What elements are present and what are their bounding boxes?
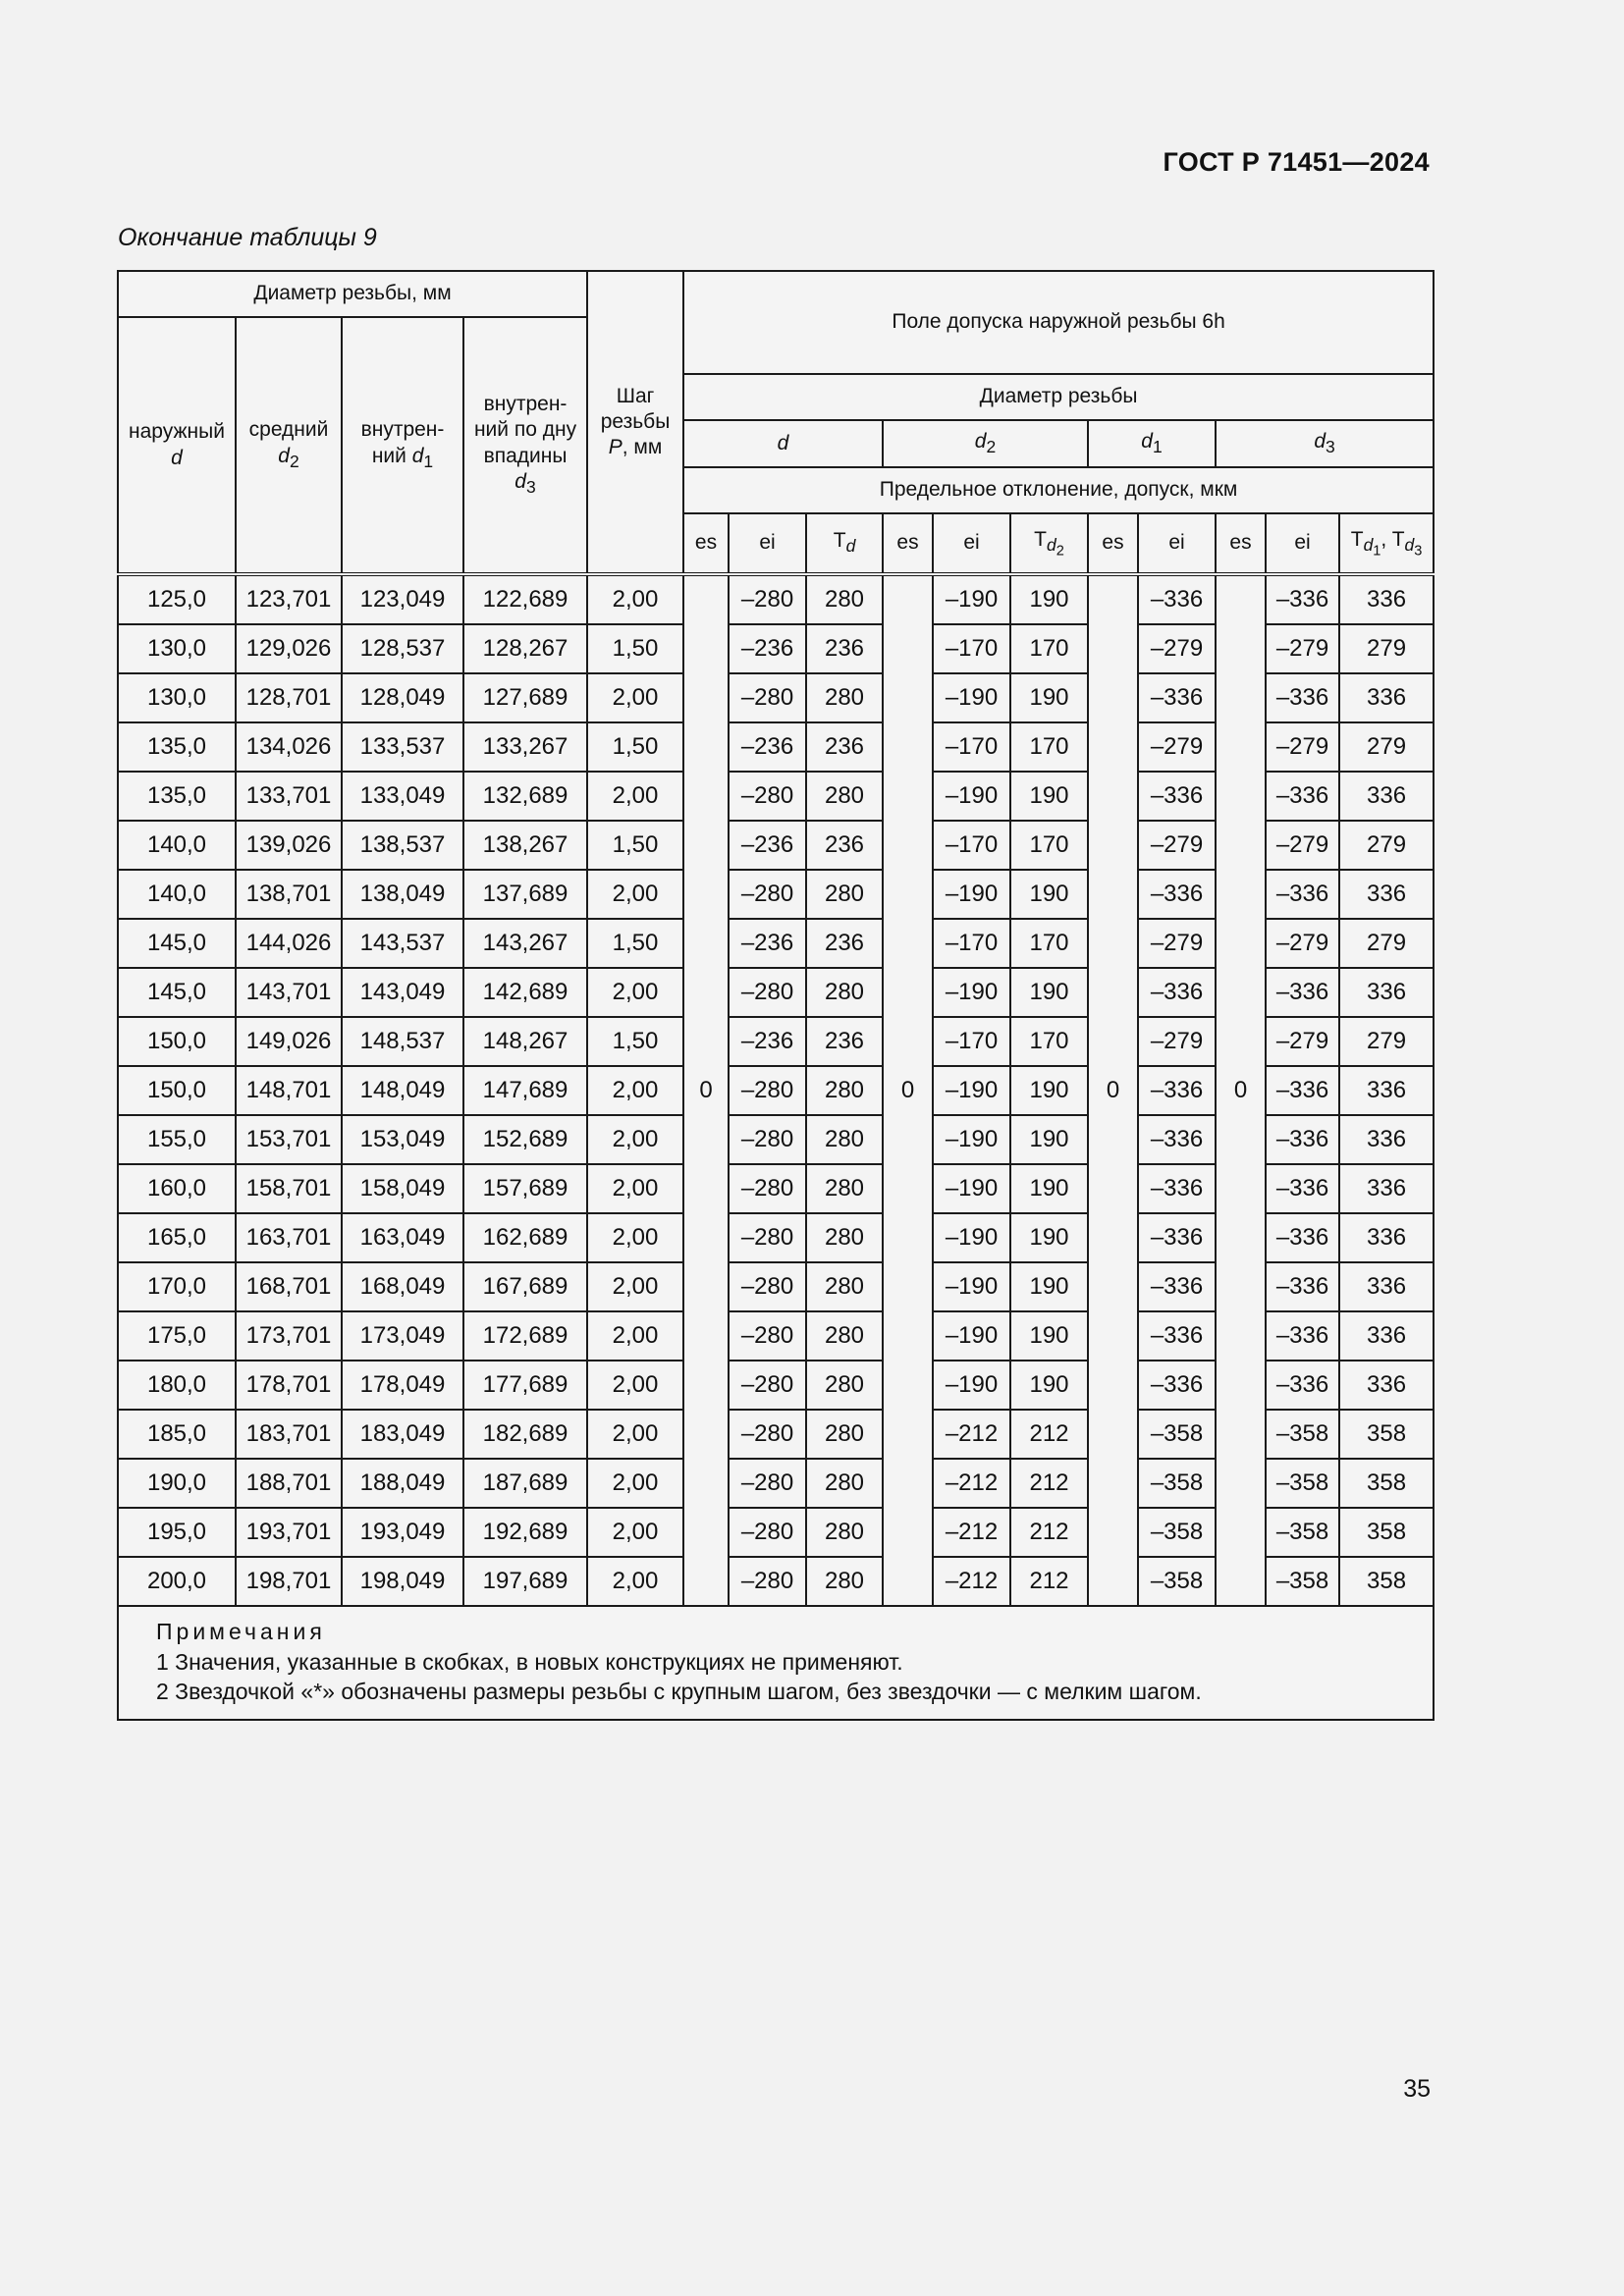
cell-pitch-d2: 173,701 bbox=[236, 1311, 342, 1361]
cell-ei-d: –280 bbox=[729, 870, 806, 919]
cell-td: 280 bbox=[806, 968, 883, 1017]
cell-root-d3: 167,689 bbox=[463, 1262, 587, 1311]
cell-ei-d2: –190 bbox=[933, 1361, 1010, 1410]
cell-pitch: 2,00 bbox=[587, 1164, 683, 1213]
cell-outer-d: 150,0 bbox=[118, 1066, 236, 1115]
cell-ei-d2: –170 bbox=[933, 624, 1010, 673]
cell-pitch: 2,00 bbox=[587, 1459, 683, 1508]
cell-ei-d2: –190 bbox=[933, 1213, 1010, 1262]
cell-ei-d1: –336 bbox=[1138, 1115, 1216, 1164]
zero-es-d: 0 bbox=[683, 574, 729, 1606]
cell-pitch-d2: 139,026 bbox=[236, 821, 342, 870]
cell-td: 280 bbox=[806, 1410, 883, 1459]
cell-td1-td3: 336 bbox=[1339, 1066, 1434, 1115]
cell-outer-d: 125,0 bbox=[118, 574, 236, 624]
cell-ei-d2: –190 bbox=[933, 772, 1010, 821]
cell-td2: 190 bbox=[1010, 870, 1088, 919]
cell-root-d3: 152,689 bbox=[463, 1115, 587, 1164]
cell-pitch-d2: 148,701 bbox=[236, 1066, 342, 1115]
header-td1-td3: $T_{d_1}$, $T_{d_3}$ bbox=[1339, 513, 1434, 574]
cell-pitch-d2: 128,701 bbox=[236, 673, 342, 722]
header-ei-d1: ei bbox=[1138, 513, 1216, 574]
cell-pitch-d2: 149,026 bbox=[236, 1017, 342, 1066]
cell-ei-d2: –212 bbox=[933, 1410, 1010, 1459]
cell-ei-d2: –190 bbox=[933, 1262, 1010, 1311]
cell-ei-d3: –279 bbox=[1266, 821, 1339, 870]
cell-pitch: 2,00 bbox=[587, 673, 683, 722]
cell-pitch-d2: 168,701 bbox=[236, 1262, 342, 1311]
cell-inner-d1: 128,049 bbox=[342, 673, 463, 722]
cell-outer-d: 200,0 bbox=[118, 1557, 236, 1606]
header-ei-d: ei bbox=[729, 513, 806, 574]
cell-td1-td3: 279 bbox=[1339, 624, 1434, 673]
header-ei-d3: ei bbox=[1266, 513, 1339, 574]
cell-ei-d2: –212 bbox=[933, 1557, 1010, 1606]
cell-pitch: 2,00 bbox=[587, 1410, 683, 1459]
zero-es-d2: 0 bbox=[883, 574, 933, 1606]
cell-outer-d: 130,0 bbox=[118, 673, 236, 722]
cell-ei-d3: –336 bbox=[1266, 574, 1339, 624]
cell-ei-d3: –279 bbox=[1266, 722, 1339, 772]
cell-td1-td3: 279 bbox=[1339, 919, 1434, 968]
cell-td: 280 bbox=[806, 1361, 883, 1410]
cell-td2: 170 bbox=[1010, 821, 1088, 870]
cell-ei-d3: –336 bbox=[1266, 968, 1339, 1017]
cell-root-d3: 182,689 bbox=[463, 1410, 587, 1459]
cell-td2: 190 bbox=[1010, 1311, 1088, 1361]
cell-pitch: 2,00 bbox=[587, 1508, 683, 1557]
cell-ei-d: –236 bbox=[729, 722, 806, 772]
cell-td2: 212 bbox=[1010, 1410, 1088, 1459]
cell-ei-d: –280 bbox=[729, 1115, 806, 1164]
cell-td2: 190 bbox=[1010, 772, 1088, 821]
cell-td1-td3: 336 bbox=[1339, 1311, 1434, 1361]
cell-td: 280 bbox=[806, 1459, 883, 1508]
cell-root-d3: 148,267 bbox=[463, 1017, 587, 1066]
cell-td2: 190 bbox=[1010, 1262, 1088, 1311]
cell-inner-d1: 148,537 bbox=[342, 1017, 463, 1066]
notes-title: Примечания bbox=[156, 1619, 326, 1644]
cell-ei-d: –280 bbox=[729, 1262, 806, 1311]
cell-ei-d: –236 bbox=[729, 821, 806, 870]
note-item: 1 Значения, указанные в скобках, в новых конструкциях не применяют. bbox=[156, 1648, 903, 1675]
cell-ei-d: –280 bbox=[729, 1361, 806, 1410]
cell-outer-d: 135,0 bbox=[118, 772, 236, 821]
cell-ei-d3: –336 bbox=[1266, 870, 1339, 919]
cell-outer-d: 130,0 bbox=[118, 624, 236, 673]
note-item: 2 Звездочкой «*» обозначены размеры резьбы с крупным шагом, без звездочки — с мелким шагом. bbox=[156, 1679, 1202, 1705]
cell-ei-d3: –358 bbox=[1266, 1557, 1339, 1606]
cell-outer-d: 195,0 bbox=[118, 1508, 236, 1557]
cell-td2: 170 bbox=[1010, 624, 1088, 673]
cell-td2: 190 bbox=[1010, 1115, 1088, 1164]
cell-ei-d1: –336 bbox=[1138, 673, 1216, 722]
header-sub-d1: $d_1$ bbox=[1088, 420, 1216, 467]
cell-td1-td3: 336 bbox=[1339, 1361, 1434, 1410]
cell-ei-d1: –336 bbox=[1138, 870, 1216, 919]
header-sub-d2: $d_2$ bbox=[883, 420, 1088, 467]
cell-ei-d: –280 bbox=[729, 1311, 806, 1361]
cell-td: 280 bbox=[806, 870, 883, 919]
cell-ei-d1: –358 bbox=[1138, 1459, 1216, 1508]
cell-outer-d: 165,0 bbox=[118, 1213, 236, 1262]
cell-inner-d1: 123,049 bbox=[342, 574, 463, 624]
cell-pitch-d2: 138,701 bbox=[236, 870, 342, 919]
cell-inner-d1: 168,049 bbox=[342, 1262, 463, 1311]
cell-ei-d2: –170 bbox=[933, 919, 1010, 968]
cell-td: 280 bbox=[806, 1066, 883, 1115]
cell-pitch: 1,50 bbox=[587, 722, 683, 772]
cell-ei-d1: –336 bbox=[1138, 1066, 1216, 1115]
cell-pitch-d2: 143,701 bbox=[236, 968, 342, 1017]
cell-root-d3: 192,689 bbox=[463, 1508, 587, 1557]
header-td: $T_d$ bbox=[806, 513, 883, 574]
cell-td2: 190 bbox=[1010, 574, 1088, 624]
cell-ei-d1: –279 bbox=[1138, 919, 1216, 968]
cell-inner-d1: 163,049 bbox=[342, 1213, 463, 1262]
cell-root-d3: 138,267 bbox=[463, 821, 587, 870]
cell-ei-d: –280 bbox=[729, 1508, 806, 1557]
cell-ei-d2: –170 bbox=[933, 722, 1010, 772]
cell-inner-d1: 138,537 bbox=[342, 821, 463, 870]
cell-outer-d: 185,0 bbox=[118, 1410, 236, 1459]
table-body bbox=[118, 574, 1434, 1606]
cell-td1-td3: 336 bbox=[1339, 772, 1434, 821]
cell-root-d3: 187,689 bbox=[463, 1459, 587, 1508]
cell-pitch-d2: 183,701 bbox=[236, 1410, 342, 1459]
cell-ei-d3: –336 bbox=[1266, 1262, 1339, 1311]
cell-pitch-d2: 133,701 bbox=[236, 772, 342, 821]
cell-ei-d1: –336 bbox=[1138, 1311, 1216, 1361]
cell-pitch: 2,00 bbox=[587, 1361, 683, 1410]
cell-td2: 190 bbox=[1010, 1066, 1088, 1115]
header-ei-d2: ei bbox=[933, 513, 1010, 574]
cell-ei-d: –236 bbox=[729, 1017, 806, 1066]
cell-ei-d2: –212 bbox=[933, 1459, 1010, 1508]
cell-inner-d1: 173,049 bbox=[342, 1311, 463, 1361]
cell-ei-d2: –190 bbox=[933, 1066, 1010, 1115]
cell-td: 280 bbox=[806, 1115, 883, 1164]
document-code: ГОСТ Р 71451—2024 bbox=[1163, 147, 1430, 177]
cell-root-d3: 197,689 bbox=[463, 1557, 587, 1606]
cell-ei-d: –280 bbox=[729, 1213, 806, 1262]
cell-ei-d2: –170 bbox=[933, 1017, 1010, 1066]
cell-ei-d3: –336 bbox=[1266, 1164, 1339, 1213]
cell-pitch: 2,00 bbox=[587, 1115, 683, 1164]
cell-td1-td3: 279 bbox=[1339, 821, 1434, 870]
cell-root-d3: 157,689 bbox=[463, 1164, 587, 1213]
cell-root-d3: 132,689 bbox=[463, 772, 587, 821]
cell-ei-d: –280 bbox=[729, 574, 806, 624]
cell-ei-d2: –190 bbox=[933, 968, 1010, 1017]
cell-td: 280 bbox=[806, 1213, 883, 1262]
cell-ei-d2: –212 bbox=[933, 1508, 1010, 1557]
header-tolerance-field: Поле допуска наружной резьбы 6h bbox=[683, 271, 1434, 374]
cell-pitch: 2,00 bbox=[587, 1311, 683, 1361]
cell-ei-d1: –279 bbox=[1138, 624, 1216, 673]
cell-root-d3: 127,689 bbox=[463, 673, 587, 722]
cell-inner-d1: 143,049 bbox=[342, 968, 463, 1017]
cell-pitch-d2: 123,701 bbox=[236, 574, 342, 624]
header-diameter-group: Диаметр резьбы, мм bbox=[118, 271, 587, 317]
cell-ei-d3: –336 bbox=[1266, 1066, 1339, 1115]
cell-ei-d1: –336 bbox=[1138, 574, 1216, 624]
cell-outer-d: 180,0 bbox=[118, 1361, 236, 1410]
cell-ei-d: –280 bbox=[729, 1164, 806, 1213]
cell-inner-d1: 153,049 bbox=[342, 1115, 463, 1164]
cell-ei-d: –280 bbox=[729, 1459, 806, 1508]
cell-ei-d1: –279 bbox=[1138, 1017, 1216, 1066]
header-sub-d3: $d_3$ bbox=[1216, 420, 1434, 467]
cell-inner-d1: 193,049 bbox=[342, 1508, 463, 1557]
cell-td: 236 bbox=[806, 722, 883, 772]
header-pitch-diameter: средний $d_2$ bbox=[236, 317, 342, 574]
cell-ei-d3: –336 bbox=[1266, 1213, 1339, 1262]
cell-ei-d3: –336 bbox=[1266, 1115, 1339, 1164]
cell-inner-d1: 158,049 bbox=[342, 1164, 463, 1213]
cell-ei-d3: –358 bbox=[1266, 1410, 1339, 1459]
cell-ei-d: –280 bbox=[729, 1066, 806, 1115]
cell-td1-td3: 336 bbox=[1339, 1164, 1434, 1213]
cell-ei-d1: –336 bbox=[1138, 1164, 1216, 1213]
cell-pitch: 2,00 bbox=[587, 968, 683, 1017]
header-es-d1: es bbox=[1088, 513, 1138, 574]
header-inner-diameter: внутрен- ний $d_1$ bbox=[342, 317, 463, 574]
table-caption: Окончание таблицы 9 bbox=[118, 224, 377, 251]
cell-pitch: 1,50 bbox=[587, 919, 683, 968]
cell-ei-d2: –190 bbox=[933, 870, 1010, 919]
cell-td1-td3: 279 bbox=[1339, 1017, 1434, 1066]
cell-inner-d1: 133,537 bbox=[342, 722, 463, 772]
cell-td1-td3: 336 bbox=[1339, 1115, 1434, 1164]
cell-ei-d1: –336 bbox=[1138, 968, 1216, 1017]
cell-td1-td3: 336 bbox=[1339, 1262, 1434, 1311]
cell-root-d3: 172,689 bbox=[463, 1311, 587, 1361]
cell-root-d3: 137,689 bbox=[463, 870, 587, 919]
cell-ei-d2: –190 bbox=[933, 1115, 1010, 1164]
cell-td1-td3: 358 bbox=[1339, 1459, 1434, 1508]
header-root-diameter: внутрен- ний по дну впадины $d_3$ bbox=[463, 317, 587, 574]
cell-pitch: 2,00 bbox=[587, 1213, 683, 1262]
cell-ei-d: –280 bbox=[729, 772, 806, 821]
cell-td: 236 bbox=[806, 1017, 883, 1066]
header-es-d: es bbox=[683, 513, 729, 574]
cell-td: 236 bbox=[806, 919, 883, 968]
zero-es-d3: 0 bbox=[1216, 574, 1266, 1606]
header-sub-d: d bbox=[683, 420, 883, 467]
cell-root-d3: 122,689 bbox=[463, 574, 587, 624]
header-es-d3: es bbox=[1216, 513, 1266, 574]
cell-pitch: 2,00 bbox=[587, 1262, 683, 1311]
cell-td: 280 bbox=[806, 1557, 883, 1606]
cell-td1-td3: 358 bbox=[1339, 1557, 1434, 1606]
cell-outer-d: 135,0 bbox=[118, 722, 236, 772]
cell-inner-d1: 133,049 bbox=[342, 772, 463, 821]
cell-td2: 190 bbox=[1010, 1213, 1088, 1262]
cell-inner-d1: 188,049 bbox=[342, 1459, 463, 1508]
cell-outer-d: 140,0 bbox=[118, 821, 236, 870]
cell-ei-d3: –336 bbox=[1266, 673, 1339, 722]
cell-pitch: 2,00 bbox=[587, 772, 683, 821]
cell-root-d3: 143,267 bbox=[463, 919, 587, 968]
cell-td: 280 bbox=[806, 1262, 883, 1311]
header-outer-diameter: наружный d bbox=[118, 317, 236, 574]
cell-td1-td3: 358 bbox=[1339, 1410, 1434, 1459]
cell-outer-d: 160,0 bbox=[118, 1164, 236, 1213]
cell-td1-td3: 336 bbox=[1339, 870, 1434, 919]
cell-root-d3: 142,689 bbox=[463, 968, 587, 1017]
table-row bbox=[118, 574, 1434, 624]
cell-outer-d: 170,0 bbox=[118, 1262, 236, 1311]
cell-td2: 190 bbox=[1010, 673, 1088, 722]
cell-td2: 190 bbox=[1010, 1361, 1088, 1410]
cell-td: 280 bbox=[806, 772, 883, 821]
cell-td2: 170 bbox=[1010, 919, 1088, 968]
cell-outer-d: 150,0 bbox=[118, 1017, 236, 1066]
cell-ei-d3: –279 bbox=[1266, 919, 1339, 968]
cell-td2: 190 bbox=[1010, 968, 1088, 1017]
cell-td2: 190 bbox=[1010, 1164, 1088, 1213]
cell-ei-d1: –358 bbox=[1138, 1557, 1216, 1606]
cell-inner-d1: 138,049 bbox=[342, 870, 463, 919]
header-deviation: Предельное отклонение, допуск, мкм bbox=[683, 467, 1434, 513]
cell-root-d3: 147,689 bbox=[463, 1066, 587, 1115]
cell-ei-d2: –190 bbox=[933, 1311, 1010, 1361]
cell-inner-d1: 178,049 bbox=[342, 1361, 463, 1410]
cell-ei-d1: –358 bbox=[1138, 1508, 1216, 1557]
zero-es-d1: 0 bbox=[1088, 574, 1138, 1606]
cell-td: 236 bbox=[806, 624, 883, 673]
cell-pitch: 2,00 bbox=[587, 870, 683, 919]
cell-ei-d3: –279 bbox=[1266, 1017, 1339, 1066]
cell-inner-d1: 198,049 bbox=[342, 1557, 463, 1606]
cell-ei-d1: –336 bbox=[1138, 1213, 1216, 1262]
cell-ei-d2: –190 bbox=[933, 574, 1010, 624]
cell-td2: 212 bbox=[1010, 1557, 1088, 1606]
cell-td1-td3: 336 bbox=[1339, 968, 1434, 1017]
cell-pitch-d2: 188,701 bbox=[236, 1459, 342, 1508]
cell-ei-d1: –279 bbox=[1138, 821, 1216, 870]
cell-ei-d1: –336 bbox=[1138, 772, 1216, 821]
cell-ei-d3: –279 bbox=[1266, 624, 1339, 673]
header-thread-diameter: Диаметр резьбы bbox=[683, 374, 1434, 420]
cell-inner-d1: 143,537 bbox=[342, 919, 463, 968]
cell-pitch-d2: 178,701 bbox=[236, 1361, 342, 1410]
cell-ei-d: –280 bbox=[729, 673, 806, 722]
header-pitch: Шаг резьбы P, мм bbox=[587, 271, 683, 574]
cell-td: 280 bbox=[806, 1311, 883, 1361]
header-td2: $T_{d_2}$ bbox=[1010, 513, 1088, 574]
cell-pitch: 2,00 bbox=[587, 574, 683, 624]
cell-ei-d1: –336 bbox=[1138, 1262, 1216, 1311]
cell-pitch-d2: 134,026 bbox=[236, 722, 342, 772]
page-number: 35 bbox=[1403, 2075, 1431, 2103]
cell-outer-d: 175,0 bbox=[118, 1311, 236, 1361]
cell-root-d3: 177,689 bbox=[463, 1361, 587, 1410]
cell-ei-d3: –358 bbox=[1266, 1508, 1339, 1557]
cell-pitch-d2: 144,026 bbox=[236, 919, 342, 968]
table-header bbox=[118, 271, 1434, 574]
cell-ei-d1: –358 bbox=[1138, 1410, 1216, 1459]
cell-outer-d: 190,0 bbox=[118, 1459, 236, 1508]
cell-ei-d: –236 bbox=[729, 624, 806, 673]
cell-td1-td3: 336 bbox=[1339, 1213, 1434, 1262]
cell-ei-d: –280 bbox=[729, 968, 806, 1017]
cell-outer-d: 155,0 bbox=[118, 1115, 236, 1164]
thread-tolerance-table bbox=[117, 270, 1435, 1721]
cell-ei-d3: –336 bbox=[1266, 1361, 1339, 1410]
cell-outer-d: 145,0 bbox=[118, 919, 236, 968]
cell-outer-d: 145,0 bbox=[118, 968, 236, 1017]
cell-ei-d: –236 bbox=[729, 919, 806, 968]
cell-td2: 212 bbox=[1010, 1508, 1088, 1557]
cell-ei-d2: –190 bbox=[933, 673, 1010, 722]
cell-td: 280 bbox=[806, 1164, 883, 1213]
cell-pitch-d2: 158,701 bbox=[236, 1164, 342, 1213]
cell-pitch: 1,50 bbox=[587, 821, 683, 870]
cell-pitch: 1,50 bbox=[587, 1017, 683, 1066]
cell-inner-d1: 148,049 bbox=[342, 1066, 463, 1115]
cell-pitch-d2: 163,701 bbox=[236, 1213, 342, 1262]
cell-td2: 170 bbox=[1010, 1017, 1088, 1066]
cell-td: 280 bbox=[806, 1508, 883, 1557]
cell-pitch: 2,00 bbox=[587, 1557, 683, 1606]
cell-ei-d1: –336 bbox=[1138, 1361, 1216, 1410]
cell-pitch-d2: 153,701 bbox=[236, 1115, 342, 1164]
cell-pitch-d2: 193,701 bbox=[236, 1508, 342, 1557]
cell-td1-td3: 336 bbox=[1339, 673, 1434, 722]
cell-root-d3: 128,267 bbox=[463, 624, 587, 673]
cell-ei-d3: –336 bbox=[1266, 772, 1339, 821]
cell-ei-d2: –190 bbox=[933, 1164, 1010, 1213]
notes-block bbox=[118, 1606, 1434, 1720]
cell-ei-d3: –358 bbox=[1266, 1459, 1339, 1508]
cell-outer-d: 140,0 bbox=[118, 870, 236, 919]
cell-td: 236 bbox=[806, 821, 883, 870]
cell-td2: 212 bbox=[1010, 1459, 1088, 1508]
cell-ei-d1: –279 bbox=[1138, 722, 1216, 772]
cell-ei-d2: –170 bbox=[933, 821, 1010, 870]
cell-inner-d1: 183,049 bbox=[342, 1410, 463, 1459]
cell-inner-d1: 128,537 bbox=[342, 624, 463, 673]
cell-pitch: 1,50 bbox=[587, 624, 683, 673]
cell-td: 280 bbox=[806, 574, 883, 624]
header-es-d2: es bbox=[883, 513, 933, 574]
cell-ei-d3: –336 bbox=[1266, 1311, 1339, 1361]
cell-pitch: 2,00 bbox=[587, 1066, 683, 1115]
cell-td2: 170 bbox=[1010, 722, 1088, 772]
cell-td1-td3: 279 bbox=[1339, 722, 1434, 772]
cell-td1-td3: 336 bbox=[1339, 574, 1434, 624]
cell-ei-d: –280 bbox=[729, 1410, 806, 1459]
cell-ei-d: –280 bbox=[729, 1557, 806, 1606]
cell-td1-td3: 358 bbox=[1339, 1508, 1434, 1557]
cell-td: 280 bbox=[806, 673, 883, 722]
cell-pitch-d2: 129,026 bbox=[236, 624, 342, 673]
cell-pitch-d2: 198,701 bbox=[236, 1557, 342, 1606]
cell-root-d3: 162,689 bbox=[463, 1213, 587, 1262]
cell-root-d3: 133,267 bbox=[463, 722, 587, 772]
